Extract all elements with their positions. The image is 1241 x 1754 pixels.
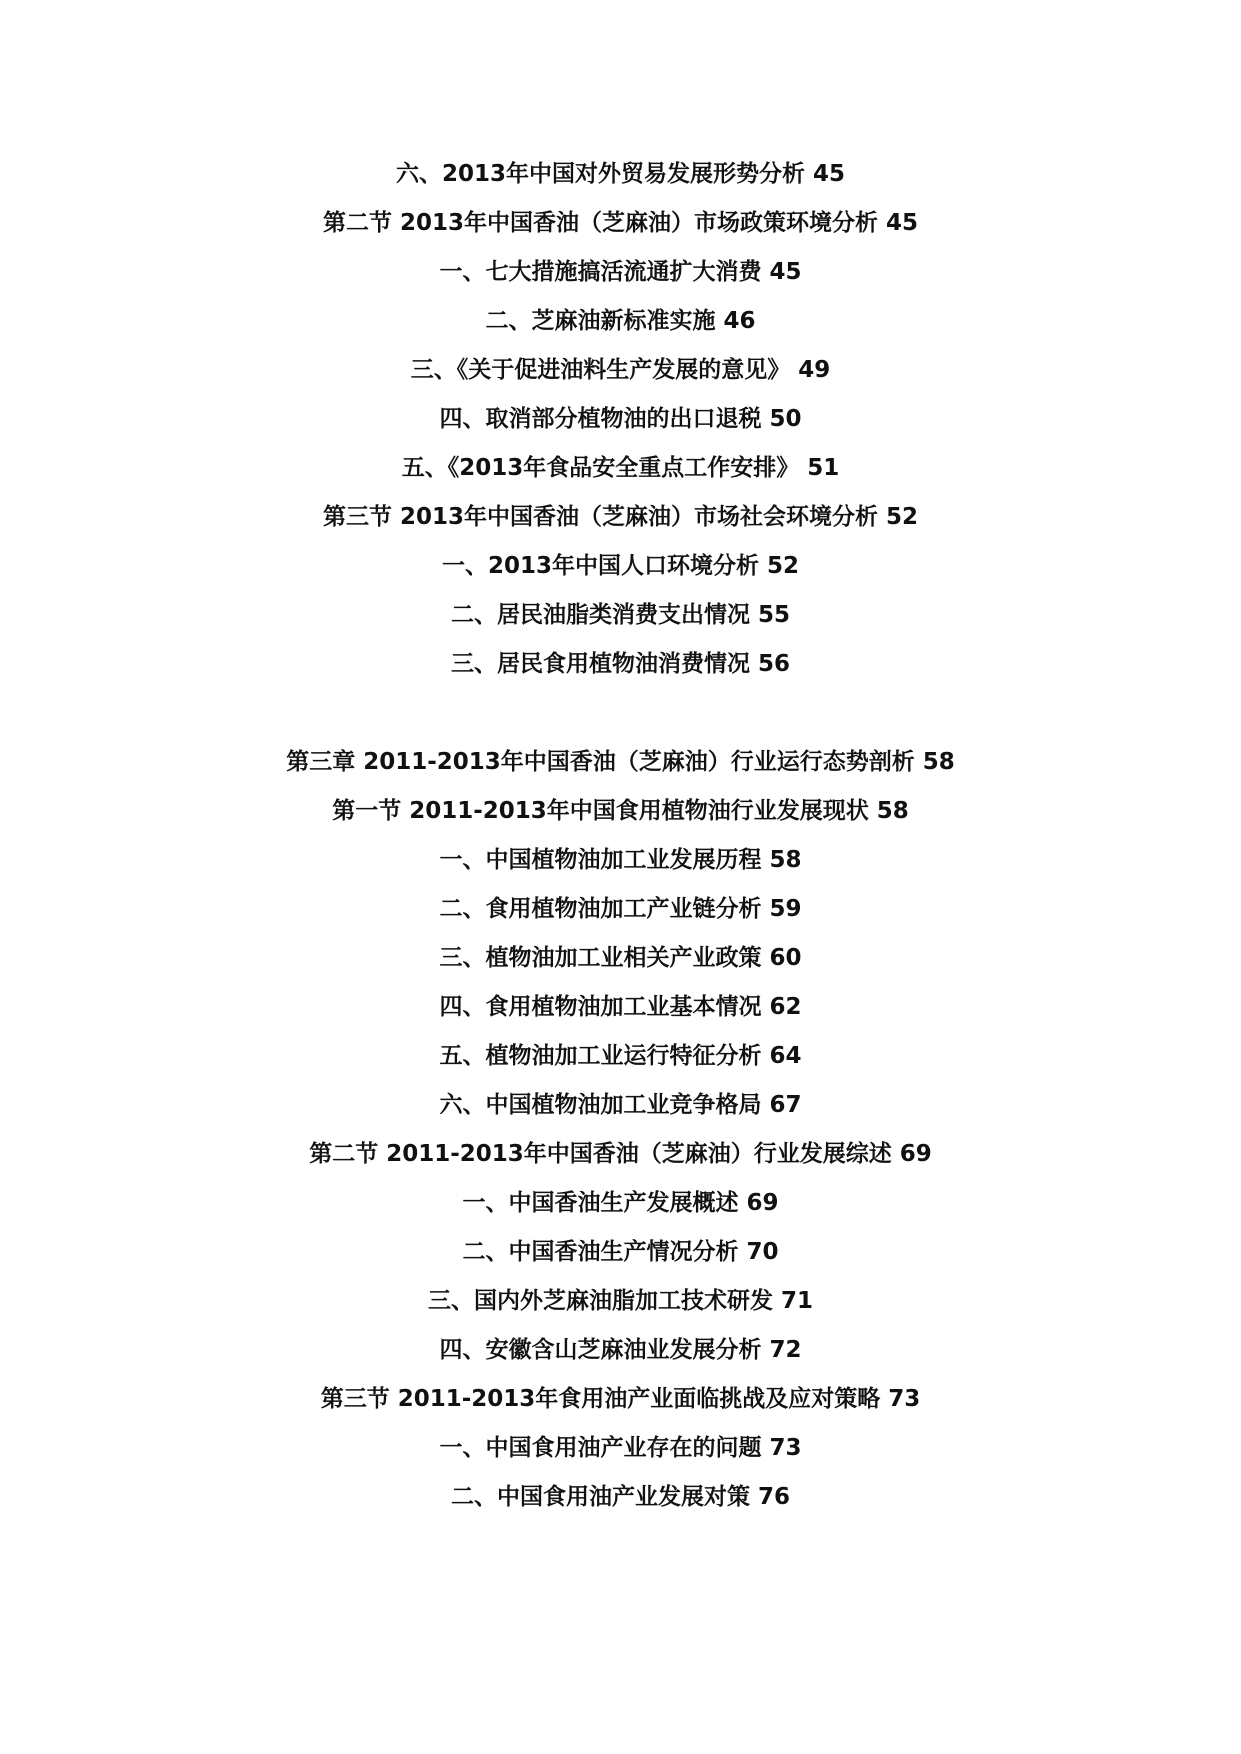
toc-entry-page: 73	[769, 1435, 802, 1461]
toc-entry-page: 72	[769, 1337, 802, 1363]
toc-entry-page: 58	[922, 749, 955, 775]
toc-entry	[0, 305, 1241, 337]
toc-entry-title: 二、中国香油生产情况分析	[462, 1239, 739, 1265]
toc-entry	[0, 893, 1241, 925]
toc-entry-title: 一、七大措施搞活流通扩大消费	[439, 259, 762, 285]
toc-entry	[0, 844, 1241, 876]
toc-entry-page: 51	[807, 455, 840, 481]
toc-entry-title: 五、植物油加工业运行特征分析	[439, 1043, 762, 1069]
toc-entry-page: 45	[813, 161, 846, 187]
toc-entry-title: 一、2013年中国人口环境分析	[441, 553, 759, 579]
toc-entry	[0, 452, 1241, 484]
toc-entry	[0, 1040, 1241, 1072]
toc-entry-title: 三、《关于促进油料生产发展的意见》	[410, 357, 791, 383]
toc-entry-page: 64	[769, 1043, 802, 1069]
toc-entry-title: 五、《2013年食品安全重点工作安排》	[401, 455, 800, 481]
toc-entry	[0, 1334, 1241, 1366]
toc-entry-page: 71	[780, 1288, 813, 1314]
toc-entry-page: 69	[899, 1141, 932, 1167]
toc-entry	[0, 403, 1241, 435]
toc-entry-title: 二、居民油脂类消费支出情况	[450, 602, 750, 628]
toc-entry-page: 45	[769, 259, 802, 285]
toc-entry	[0, 1089, 1241, 1121]
toc-entry-page: 49	[798, 357, 831, 383]
toc-entry	[0, 1285, 1241, 1317]
toc-entry	[0, 1432, 1241, 1464]
toc-entry-title: 二、食用植物油加工产业链分析	[439, 896, 762, 922]
toc-entry	[0, 991, 1241, 1023]
toc-entry	[0, 1236, 1241, 1268]
toc-entry-title: 六、中国植物油加工业竞争格局	[439, 1092, 762, 1118]
toc-entry-page: 76	[757, 1484, 790, 1510]
toc-entry-page: 50	[769, 406, 802, 432]
toc-entry-title: 三、居民食用植物油消费情况	[450, 651, 750, 677]
toc-entry	[0, 1187, 1241, 1219]
toc-entry-title: 一、中国植物油加工业发展历程	[439, 847, 762, 873]
toc-entry-page: 46	[723, 308, 756, 334]
toc-entry-page: 58	[769, 847, 802, 873]
toc-entry	[0, 599, 1241, 631]
toc-entry	[0, 354, 1241, 386]
toc-entry-title: 六、2013年中国对外贸易发展形势分析	[395, 161, 805, 187]
toc-entry-title: 四、取消部分植物油的出口退税	[439, 406, 762, 432]
toc-entry-title: 三、植物油加工业相关产业政策	[439, 945, 762, 971]
toc-entry-title: 一、中国食用油产业存在的问题	[439, 1435, 762, 1461]
toc-entry-page: 62	[769, 994, 802, 1020]
toc-chapter-heading	[0, 746, 1241, 778]
toc-entry-title: 第二节 2011-2013年中国香油（芝麻油）行业发展综述	[309, 1141, 892, 1167]
toc-entry-page: 52	[767, 553, 800, 579]
toc-entry-title: 四、安徽含山芝麻油业发展分析	[439, 1337, 762, 1363]
toc-entry	[0, 256, 1241, 288]
toc-section-heading	[0, 207, 1241, 239]
toc-section-heading	[0, 1383, 1241, 1415]
toc-section-heading	[0, 795, 1241, 827]
toc-entry-title: 第二节 2013年中国香油（芝麻油）市场政策环境分析	[322, 210, 878, 236]
toc-entry	[0, 158, 1241, 190]
toc-section-heading	[0, 1138, 1241, 1170]
toc-entry-page: 55	[757, 602, 790, 628]
toc-entry-title: 第三章 2011-2013年中国香油（芝麻油）行业运行态势剖析	[286, 749, 915, 775]
toc-entry-title: 二、中国食用油产业发展对策	[450, 1484, 750, 1510]
toc-entry	[0, 648, 1241, 680]
toc-entry-page: 56	[757, 651, 790, 677]
toc-entry-title: 三、国内外芝麻油脂加工技术研发	[427, 1288, 773, 1314]
toc-entry-page: 45	[886, 210, 919, 236]
toc-entry-page: 58	[876, 798, 909, 824]
toc-section-heading	[0, 501, 1241, 533]
toc-entry-title: 第一节 2011-2013年中国食用植物油行业发展现状	[332, 798, 869, 824]
toc-entry	[0, 942, 1241, 974]
toc-entry-title: 第三节 2011-2013年食用油产业面临挑战及应对策略	[320, 1386, 881, 1412]
toc-entry-title: 一、中国香油生产发展概述	[462, 1190, 739, 1216]
toc-entry-page: 73	[888, 1386, 921, 1412]
toc-entry-page: 59	[769, 896, 802, 922]
toc-entry-page: 67	[769, 1092, 802, 1118]
toc-entry-page: 60	[769, 945, 802, 971]
toc-entry-title: 二、芝麻油新标准实施	[485, 308, 716, 334]
toc-entry-page: 52	[886, 504, 919, 530]
toc-entry-title: 四、食用植物油加工业基本情况	[439, 994, 762, 1020]
toc-entry	[0, 1481, 1241, 1513]
toc-entry-title: 第三节 2013年中国香油（芝麻油）市场社会环境分析	[322, 504, 878, 530]
toc-entry-page: 69	[746, 1190, 779, 1216]
toc-entry	[0, 550, 1241, 582]
toc-entry-page: 70	[746, 1239, 779, 1265]
